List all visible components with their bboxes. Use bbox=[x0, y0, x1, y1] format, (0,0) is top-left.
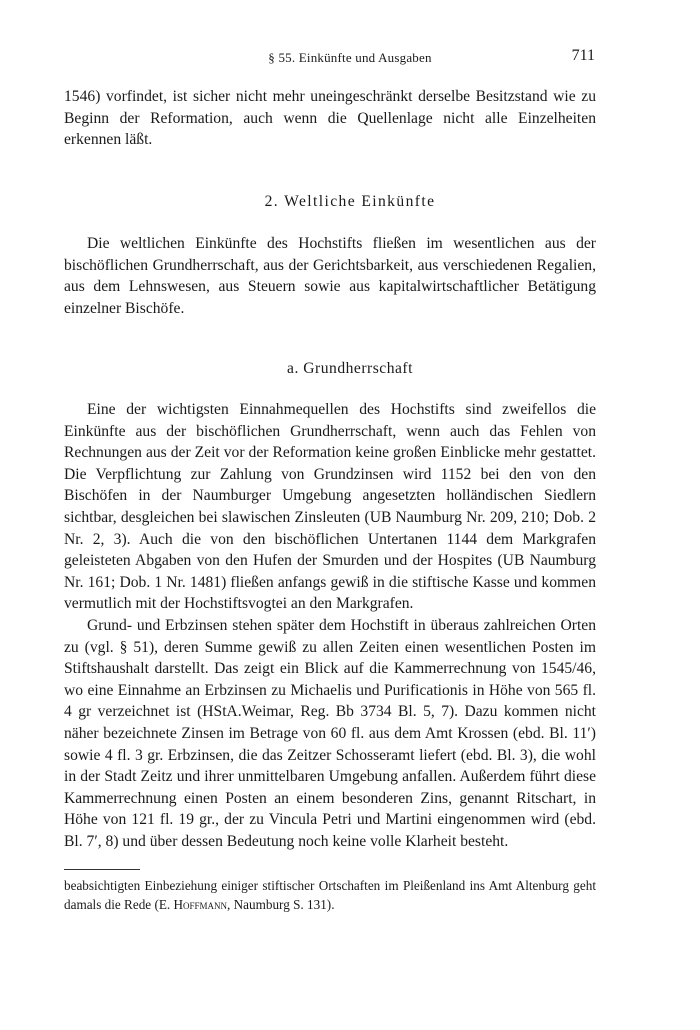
footnote-author: Hoffmann bbox=[173, 896, 228, 912]
footnote-text bbox=[64, 877, 596, 914]
footnote-rule bbox=[64, 869, 140, 870]
footnote bbox=[64, 877, 596, 914]
running-head: § 55. Einkünfte und Ausgaben bbox=[268, 50, 432, 65]
continuation-paragraph-block bbox=[64, 86, 596, 151]
paragraph: Die weltlichen Einkünfte des Hochstifts fließen im wesentlichen aus der bischöflichen Grundherrschaft, aus der Gerichtsbarkeit, aus verschiedenen Regalien, aus dem Lehnswesen, aus Steuern sowie aus kapitalwirtschaftlicher Betätigung einzelner Bischöfe. bbox=[64, 235, 596, 317]
subsection-paragraph-block bbox=[64, 399, 596, 852]
footnote-text-before: beabsichtigten Einbeziehung einiger stiftischer Ortschaften im Pleißenland ins Amt Altenburg geht damals die Rede (E. bbox=[64, 878, 596, 912]
paragraph: Eine der wichtigsten Einnahmequellen des Hochstifts sind zweifellos die Einkünfte aus der bischöflichen Grundherrschaft, wenn auch das Fehlen von Rechnungen aus der Zeit vor der Reformation keine großen Einblicke mehr gestattet. Die Verpflichtung zur Zahlung von Grundzinsen wird 1152 bei den von den Bischöfen in der Naumburger Umgebung angesetzten holländischen Siedlern sichtbar, desgleichen bei slawischen Zinsleuten (UB Naumburg Nr. 209, 210; Dob. 2 Nr. 2, 3). Auch die von den bischöflichen Untertanen 1144 dem Markgrafen geleisteten Abgaben von den Hufen der Smurden und der Hospites (UB Naumburg Nr. 161; Dob. 1 Nr. 1481) fließen anfangs gewiß in die stiftische Kasse und kommen vermutlich mit der Hochstiftsvogtei an den Markgrafen. bbox=[64, 401, 596, 613]
footnote-text-after: , Naumburg S. 131). bbox=[227, 896, 335, 912]
paragraph: Grund- und Erbzinsen stehen später dem Hochstift in überaus zahlreichen Orten zu (vgl. § 51), deren Summe gewiß zu allen Zeiten einen wesentlichen Posten im Stiftshaushalt darstellt. Das zeigt ein Blick auf die Kammerrechnung von 1545/46, wo eine Einnahme an Erbzinsen zu Michaelis und Purificationis in Höhe von 565 fl. 4 gr verzeichnet ist (HStA.Weimar, Reg. Bb 3734 Bl. 5, 7). Dazu kommen nicht näher bezeichnete Zinsen im Betrage von 60 fl. aus dem Amt Krossen (ebd. Bl. 11′) sowie 4 fl. 3 gr. Erbzinsen, die das Zeitzer Schosseramt liefert (ebd. Bl. 3), die wohl in der Stadt Zeitz und ihrer unmittelbaren Umgebung anfallen. Außerdem führt diese Kammerrechnung einen Posten an einem besonderen Zins, genannt Ritschart, in Höhe von 121 fl. 19 gr., der zu Vincula Petri und Martini eingenommen wird (ebd. Bl. 7′, 8) und über dessen Bedeutung noch keine volle Klarheit besteht. bbox=[64, 616, 596, 850]
page-number: 711 bbox=[571, 47, 595, 64]
section-paragraph-block bbox=[64, 233, 596, 319]
paragraph: 1546) vorfindet, ist sicher nicht mehr uneingeschränkt derselbe Besitzstand wie zu Beginn der Reformation, auch wenn die Quellenlage nicht alle Einzelheiten erkennen läßt. bbox=[64, 88, 596, 149]
subsection-heading: a. Grundherrschaft bbox=[287, 360, 413, 377]
section-heading: 2. Weltliche Einkünfte bbox=[264, 193, 436, 210]
